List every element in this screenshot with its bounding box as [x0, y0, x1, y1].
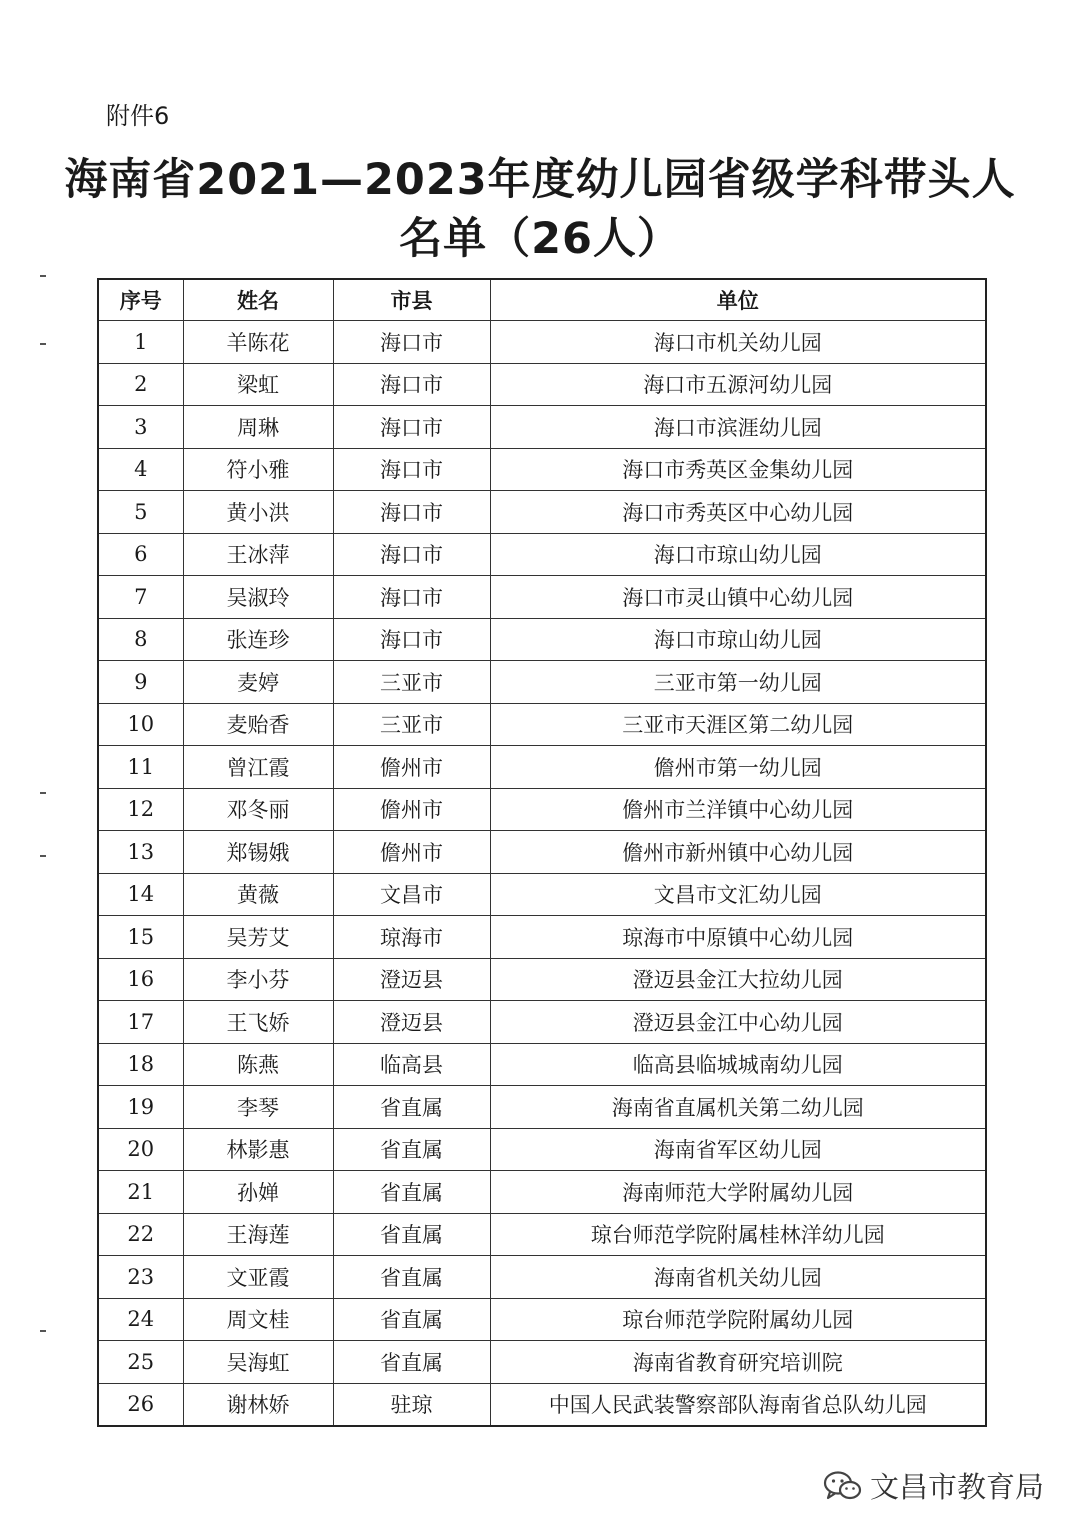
cell-city: 省直属	[333, 1256, 490, 1299]
cell-name: 羊陈花	[183, 321, 333, 364]
cell-unit: 琼台师范学院附属幼儿园	[490, 1298, 986, 1341]
scan-mark	[40, 855, 46, 857]
roster-body	[98, 321, 986, 1427]
source-watermark	[822, 1465, 1044, 1506]
cell-name: 吴淑玲	[183, 576, 333, 619]
table-row	[98, 491, 986, 534]
cell-unit: 海南省机关幼儿园	[490, 1256, 986, 1299]
cell-unit: 海口市琼山幼儿园	[490, 618, 986, 661]
table-row	[98, 1171, 986, 1214]
cell-name: 李琴	[183, 1086, 333, 1129]
table-row	[98, 1001, 986, 1044]
table-row	[98, 788, 986, 831]
table-row	[98, 448, 986, 491]
cell-name: 王冰萍	[183, 533, 333, 576]
table-row	[98, 618, 986, 661]
cell-city: 澄迈县	[333, 958, 490, 1001]
table-row	[98, 703, 986, 746]
cell-unit: 中国人民武装警察部队海南省总队幼儿园	[490, 1383, 986, 1426]
table-row	[98, 406, 986, 449]
table-row	[98, 958, 986, 1001]
cell-city: 澄迈县	[333, 1001, 490, 1044]
cell-city: 省直属	[333, 1213, 490, 1256]
cell-unit: 琼台师范学院附属桂林洋幼儿园	[490, 1213, 986, 1256]
cell-unit: 三亚市天涯区第二幼儿园	[490, 703, 986, 746]
cell-name: 周文桂	[183, 1298, 333, 1341]
cell-serial: 21	[98, 1171, 183, 1214]
table-row	[98, 576, 986, 619]
cell-unit: 海南省军区幼儿园	[490, 1128, 986, 1171]
cell-name: 吴海虹	[183, 1341, 333, 1384]
cell-name: 李小芬	[183, 958, 333, 1001]
cell-serial: 1	[98, 321, 183, 364]
cell-city: 驻琼	[333, 1383, 490, 1426]
cell-unit: 澄迈县金江大拉幼儿园	[490, 958, 986, 1001]
cell-city: 海口市	[333, 533, 490, 576]
table-row	[98, 533, 986, 576]
cell-unit: 海南省直属机关第二幼儿园	[490, 1086, 986, 1129]
cell-city: 三亚市	[333, 661, 490, 704]
cell-unit: 儋州市新州镇中心幼儿园	[490, 831, 986, 874]
cell-serial: 18	[98, 1043, 183, 1086]
cell-name: 陈燕	[183, 1043, 333, 1086]
cell-serial: 2	[98, 363, 183, 406]
cell-serial: 12	[98, 788, 183, 831]
cell-city: 儋州市	[333, 788, 490, 831]
table-row	[98, 661, 986, 704]
document-subtitle: 名单（26人）	[399, 214, 681, 264]
cell-unit: 海口市琼山幼儿园	[490, 533, 986, 576]
cell-name: 谢林娇	[183, 1383, 333, 1426]
cell-serial: 13	[98, 831, 183, 874]
cell-serial: 3	[98, 406, 183, 449]
cell-unit: 海口市灵山镇中心幼儿园	[490, 576, 986, 619]
cell-serial: 16	[98, 958, 183, 1001]
cell-name: 黄薇	[183, 873, 333, 916]
cell-serial: 23	[98, 1256, 183, 1299]
header-city: 市县	[333, 279, 490, 321]
scan-mark	[40, 792, 46, 794]
cell-city: 儋州市	[333, 746, 490, 789]
table-row	[98, 1341, 986, 1384]
cell-serial: 8	[98, 618, 183, 661]
cell-name: 张连珍	[183, 618, 333, 661]
cell-unit: 琼海市中原镇中心幼儿园	[490, 916, 986, 959]
wechat-icon	[822, 1469, 862, 1503]
cell-serial: 26	[98, 1383, 183, 1426]
cell-name: 吴芳艾	[183, 916, 333, 959]
cell-city: 儋州市	[333, 831, 490, 874]
cell-unit: 儋州市兰洋镇中心幼儿园	[490, 788, 986, 831]
table-row	[98, 746, 986, 789]
cell-city: 临高县	[333, 1043, 490, 1086]
cell-unit: 海口市机关幼儿园	[490, 321, 986, 364]
cell-city: 海口市	[333, 406, 490, 449]
cell-serial: 10	[98, 703, 183, 746]
cell-name: 麦婷	[183, 661, 333, 704]
cell-city: 省直属	[333, 1341, 490, 1384]
cell-serial: 6	[98, 533, 183, 576]
table-row	[98, 1383, 986, 1426]
table-row	[98, 363, 986, 406]
table-row	[98, 1128, 986, 1171]
cell-name: 符小雅	[183, 448, 333, 491]
table-row	[98, 1086, 986, 1129]
cell-serial: 7	[98, 576, 183, 619]
cell-unit: 澄迈县金江中心幼儿园	[490, 1001, 986, 1044]
cell-city: 海口市	[333, 448, 490, 491]
cell-unit: 海南师范大学附属幼儿园	[490, 1171, 986, 1214]
watermark-text: 文昌市教育局	[869, 1470, 1044, 1504]
cell-unit: 海口市秀英区中心幼儿园	[490, 491, 986, 534]
table-row	[98, 321, 986, 364]
cell-serial: 20	[98, 1128, 183, 1171]
cell-name: 孙婵	[183, 1171, 333, 1214]
cell-serial: 22	[98, 1213, 183, 1256]
table-row	[98, 831, 986, 874]
cell-city: 省直属	[333, 1171, 490, 1214]
cell-serial: 17	[98, 1001, 183, 1044]
cell-serial: 4	[98, 448, 183, 491]
table-row	[98, 1043, 986, 1086]
cell-unit: 文昌市文汇幼儿园	[490, 873, 986, 916]
header-serial: 序号	[98, 279, 183, 321]
cell-serial: 24	[98, 1298, 183, 1341]
scan-mark	[40, 275, 46, 277]
cell-unit: 海口市秀英区金集幼儿园	[490, 448, 986, 491]
cell-city: 海口市	[333, 491, 490, 534]
cell-name: 梁虹	[183, 363, 333, 406]
cell-serial: 5	[98, 491, 183, 534]
cell-serial: 9	[98, 661, 183, 704]
attachment-label: 附件6	[106, 102, 170, 130]
cell-serial: 19	[98, 1086, 183, 1129]
cell-name: 周琳	[183, 406, 333, 449]
cell-unit: 海口市滨涯幼儿园	[490, 406, 986, 449]
cell-serial: 15	[98, 916, 183, 959]
cell-name: 林影惠	[183, 1128, 333, 1171]
cell-name: 麦贻香	[183, 703, 333, 746]
cell-city: 海口市	[333, 618, 490, 661]
table-row	[98, 1256, 986, 1299]
cell-city: 琼海市	[333, 916, 490, 959]
header-name: 姓名	[183, 279, 333, 321]
cell-serial: 14	[98, 873, 183, 916]
cell-unit: 临高县临城城南幼儿园	[490, 1043, 986, 1086]
cell-city: 省直属	[333, 1128, 490, 1171]
cell-city: 三亚市	[333, 703, 490, 746]
scan-mark	[40, 1330, 46, 1332]
cell-city: 海口市	[333, 363, 490, 406]
cell-unit: 三亚市第一幼儿园	[490, 661, 986, 704]
cell-name: 黄小洪	[183, 491, 333, 534]
cell-name: 曾江霞	[183, 746, 333, 789]
cell-serial: 25	[98, 1341, 183, 1384]
document-title: 海南省2021—2023年度幼儿园省级学科带头人	[64, 155, 1016, 205]
cell-city: 海口市	[333, 576, 490, 619]
cell-name: 王海莲	[183, 1213, 333, 1256]
cell-city: 文昌市	[333, 873, 490, 916]
table-row	[98, 1298, 986, 1341]
table-row	[98, 873, 986, 916]
cell-name: 文亚霞	[183, 1256, 333, 1299]
cell-city: 省直属	[333, 1086, 490, 1129]
cell-unit: 海南省教育研究培训院	[490, 1341, 986, 1384]
header-unit: 单位	[490, 279, 986, 321]
cell-city: 海口市	[333, 321, 490, 364]
cell-serial: 11	[98, 746, 183, 789]
scan-mark	[40, 343, 46, 345]
table-row	[98, 1213, 986, 1256]
table-header-row	[98, 279, 986, 321]
cell-unit: 海口市五源河幼儿园	[490, 363, 986, 406]
roster-table	[97, 278, 987, 1427]
cell-name: 郑锡娥	[183, 831, 333, 874]
cell-name: 邓冬丽	[183, 788, 333, 831]
cell-unit: 儋州市第一幼儿园	[490, 746, 986, 789]
cell-city: 省直属	[333, 1298, 490, 1341]
table-row	[98, 916, 986, 959]
cell-name: 王飞娇	[183, 1001, 333, 1044]
